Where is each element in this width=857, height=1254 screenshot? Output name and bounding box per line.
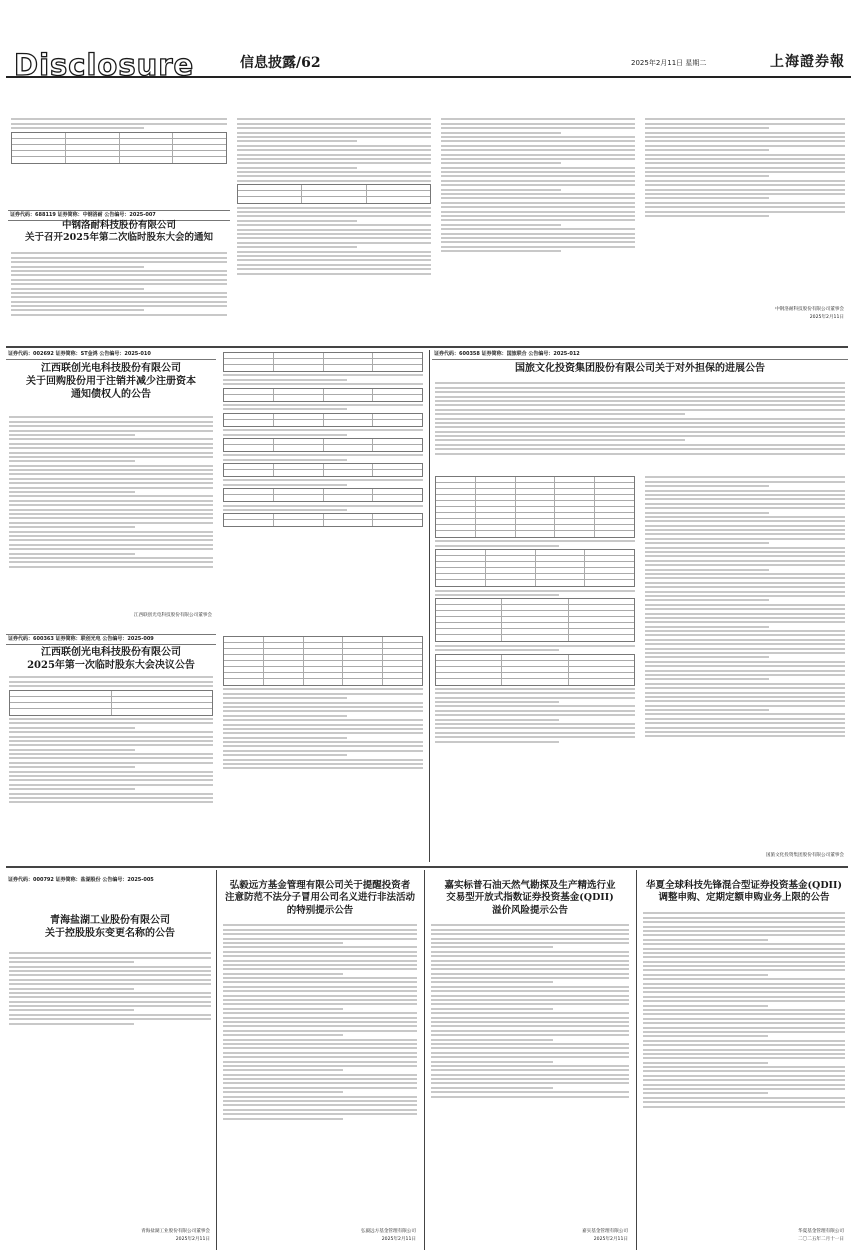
notice-title: 江西联创光电科技股份有限公司 2025年第一次临时股东大会决议公告 [27, 647, 195, 671]
notice-zhonggang [6, 114, 848, 344]
notice-yanhu [6, 870, 214, 1250]
notice-jiashi [428, 870, 632, 1250]
notice-title: 青海盐湖工业股份有限公司 关于控股股东变更名称的公告 [45, 915, 175, 939]
notice-title: 华夏全球科技先锋混合型证券投资基金(QDII) 调整申购、定期定额申购业务上限的公告 [646, 880, 842, 904]
notice-date: 2025年2月11日 [175, 1237, 210, 1242]
notice-title: 江西联创光电科技股份有限公司 关于回购股份用于注销并减少注册资本 通知债权人的公告 [26, 363, 196, 400]
notice-hongyi [220, 870, 420, 1250]
column-divider [636, 870, 637, 1250]
notice-date: 2025年2月11日 [593, 1237, 628, 1242]
attachment-table [11, 132, 227, 164]
notice-header: 证券代码：000792 证券简称：盐湖股份 公告编号：2025-005 [8, 877, 154, 883]
notice-header: 证券代码：600363 证券简称：联创光电 公告编号：2025-009 [6, 634, 216, 645]
notice-date: 二〇二五年二月十一日 [798, 1237, 844, 1242]
notice-lianchuang-meeting [6, 634, 426, 864]
notice-signature: 江西联创光电科技股份有限公司董事会 [133, 613, 212, 618]
paper-name: 上海證券報 [770, 54, 845, 70]
column-divider [429, 350, 430, 862]
notice-header: 证券代码：002692 证券简称：ST金鸿 公告编号：2025-010 [6, 350, 216, 360]
notice-header: 证券代码：600358 证券简称：国旅联合 公告编号：2025-012 [432, 350, 848, 360]
notice-guolv [432, 350, 848, 862]
notice-signature: 嘉实基金管理有限公司 [582, 1229, 628, 1234]
section-divider [6, 346, 848, 348]
notice-title: 国旅文化投资集团股份有限公司关于对外担保的进展公告 [515, 363, 765, 374]
notice-lianchuang-repurchase [6, 350, 426, 630]
section-title: 信息披露/62 [240, 55, 321, 71]
notice-header: 证券代码：688119 证券简称：中钢洛耐 公告编号：2025-007 [8, 210, 230, 221]
notice-signature: 国旅文化投资集团股份有限公司董事会 [765, 853, 844, 858]
notice-date: 2025年2月11日 [381, 1237, 416, 1242]
brand-logo: Disclosure [14, 48, 195, 82]
notice-date: 2025年2月11日 [809, 315, 844, 320]
notice-signature: 华夏基金管理有限公司 [798, 1229, 844, 1234]
column-divider [216, 870, 217, 1250]
notice-title: 中钢洛耐科技股份有限公司 关于召开2025年第二次临时股东大会的通知 [25, 220, 213, 244]
notice-title: 弘毅远方基金管理有限公司关于提醒投资者 注意防范不法分子冒用公司名义进行非法活动 的特别提示公告 [224, 880, 415, 916]
notice-body [8, 116, 230, 196]
section-divider [6, 866, 848, 868]
notice-signature: 青海盐湖工业股份有限公司董事会 [141, 1229, 210, 1234]
notice-signature: 弘毅远方基金管理有限公司 [360, 1229, 416, 1234]
notice-huaxia [640, 870, 848, 1250]
notice-signature: 中钢洛耐科技股份有限公司董事会 [775, 307, 844, 312]
notice-title: 嘉实标普石油天然气勘探及生产精选行业 交易型开放式指数证券投资基金(QDII) 溢价风险提示公告 [444, 880, 616, 916]
masthead [6, 44, 851, 82]
issue-date: 2025年2月11日 星期二 [631, 59, 707, 67]
column-divider [424, 870, 425, 1250]
